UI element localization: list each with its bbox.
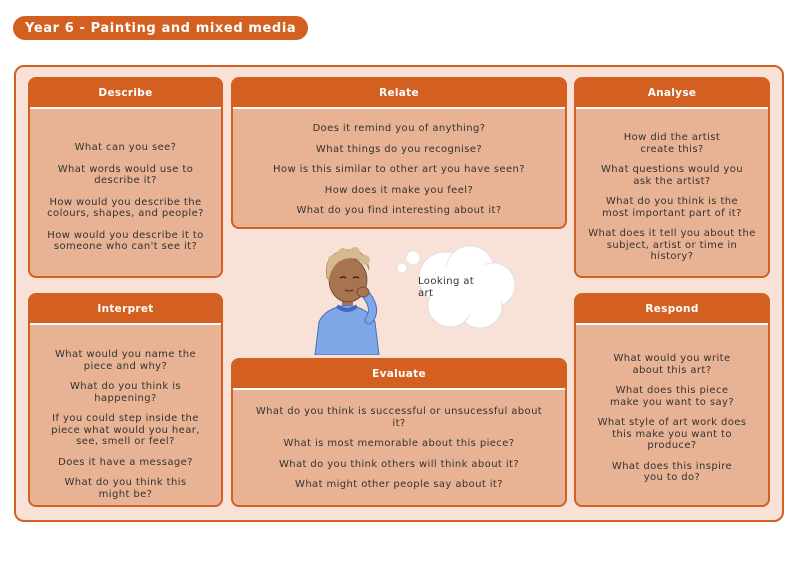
thought-bubble-text: Looking at art [418, 276, 475, 299]
question: What is most memorable about this piece? [283, 438, 515, 449]
card-analyse [574, 77, 770, 278]
question: What does this piece make you want to say? [609, 385, 735, 408]
card-interpret [28, 293, 223, 507]
question: Does it have a message? [58, 456, 193, 468]
question: What do you think is happening? [70, 381, 181, 404]
card-respond [574, 293, 770, 507]
question: How did the artist create this? [623, 132, 721, 155]
card-relate [231, 77, 567, 229]
question: How would you describe the colours, shapes, and people? [47, 196, 204, 219]
card-title-interpret: Interpret [30, 295, 221, 325]
question: What might other people say about it? [295, 479, 503, 490]
question: What do you think others will think about it? [278, 458, 520, 470]
question: What would you name the piece and why? [54, 349, 197, 372]
question: How would you describe it to someone who can't see it? [47, 229, 204, 252]
page-title: Year 6 - Painting and mixed media [13, 16, 308, 40]
question: What can you see? [74, 142, 177, 153]
question: What do you find interesting about it? [296, 205, 502, 216]
card-evaluate [231, 358, 567, 507]
question: How is this similar to other art you have seen? [273, 164, 525, 175]
question: What do you think this might be? [64, 477, 187, 500]
card-title-describe: Describe [30, 79, 221, 109]
question: What does this inspire you to do? [611, 460, 733, 483]
question: What style of art work does this make you want to produce? [597, 417, 747, 451]
question: What questions would you ask the artist? [601, 164, 743, 187]
question: Does it remind you of anything? [312, 123, 486, 134]
thinking-child-illustration [305, 240, 525, 355]
question: What do you think is successful or unsucessful about it? [255, 406, 543, 429]
question: What would you write about this art? [613, 353, 731, 376]
card-title-evaluate: Evaluate [233, 360, 565, 390]
question: How does it make you feel? [324, 184, 474, 196]
question: If you could step inside the piece what would you hear, see, smell or feel? [51, 413, 200, 447]
card-title-respond: Respond [576, 295, 768, 325]
question: What words would use to describe it? [57, 163, 194, 186]
question: What do you think is the most important part of it? [602, 196, 742, 219]
card-title-relate: Relate [233, 79, 565, 109]
card-describe [28, 77, 223, 278]
card-title-analyse: Analyse [576, 79, 768, 109]
question: What does it tell you about the subject, artist or time in history? [588, 228, 756, 262]
question: What things do you recognise? [315, 143, 483, 155]
